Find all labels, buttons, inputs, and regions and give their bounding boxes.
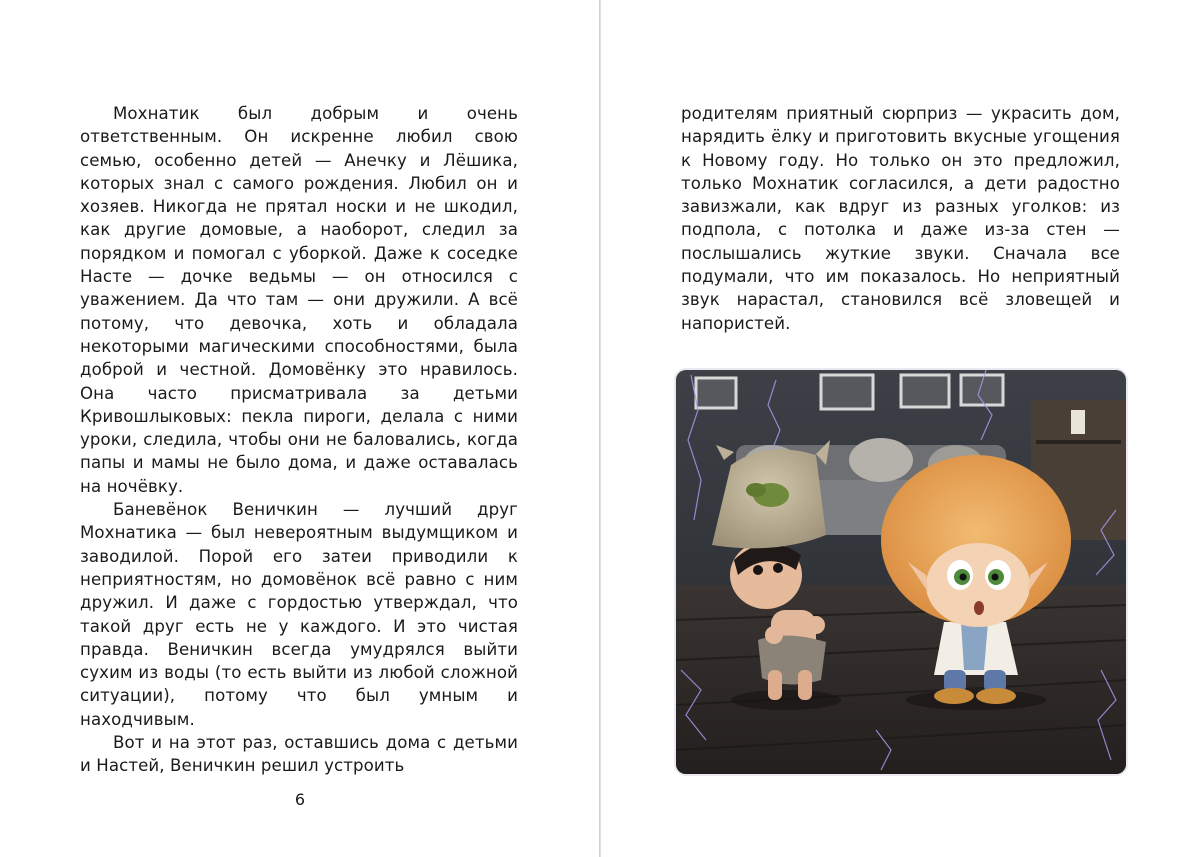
page-number: 6 bbox=[294, 790, 306, 809]
right-page bbox=[601, 0, 1200, 857]
paragraph: Баневёнок Веничкин — лучший друг Мохнатика — был невероятным выдумщиком и заводилой. Порой его затеи приводили к неприятностям, но домовёнок всё равно с ним дружил. И даже с гордостью утверждал, что такой друг есть не у каждого. И это чистая правда. Веничкин всегда умудрялся выйти сухим из воды (то есть выйти из любой сложной ситуации), потому что был умным и находчивым. bbox=[80, 500, 518, 729]
right-page-text bbox=[681, 102, 1120, 335]
paragraph: родителям приятный сюрприз — украсить дом, нарядить ёлку и приготовить вкусные угощения к Новому году. Но только он это предложил, только Мохнатик согласился, а дети радостно завизжали, как вдруг из разных уголков: из подпола, с потолка и даже из-за стен — послышались жуткие звуки. Сначала все подумали, что им показалось. Но неприятный звук нарастал, становился всё зловещей и напористей. bbox=[681, 104, 1120, 333]
paragraph: Вот и на этот раз, оставшись дома с детьми и Настей, Веничкин решил устроить bbox=[80, 733, 518, 776]
story-illustration bbox=[676, 370, 1126, 774]
left-page-text bbox=[80, 102, 518, 778]
paragraph: Мохнатик был добрым и очень ответственным. Он искренне любил свою семью, особенно детей — Анечку и Лёшика, которых знал с самого рождения. Любил он и хозяев. Никогда не прятал носки и не шкодил, как другие домовые, а наоборот, следил за порядком и помогал с уборкой. Даже к соседке Насте — дочке ведьмы — он относился с уважением. Да что там — они дружили. А всё потому, что девочка, хоть и обладала некоторыми магическими способностями, была доброй и честной. Домовёнку это нравилось. Она часто присматривала за детьми Кривошлыковых: пекла пироги, делала с ними уроки, следила, чтобы они не баловались, когда папы и мамы не было дома, и даже оставалась на ночёвку. bbox=[80, 104, 518, 496]
